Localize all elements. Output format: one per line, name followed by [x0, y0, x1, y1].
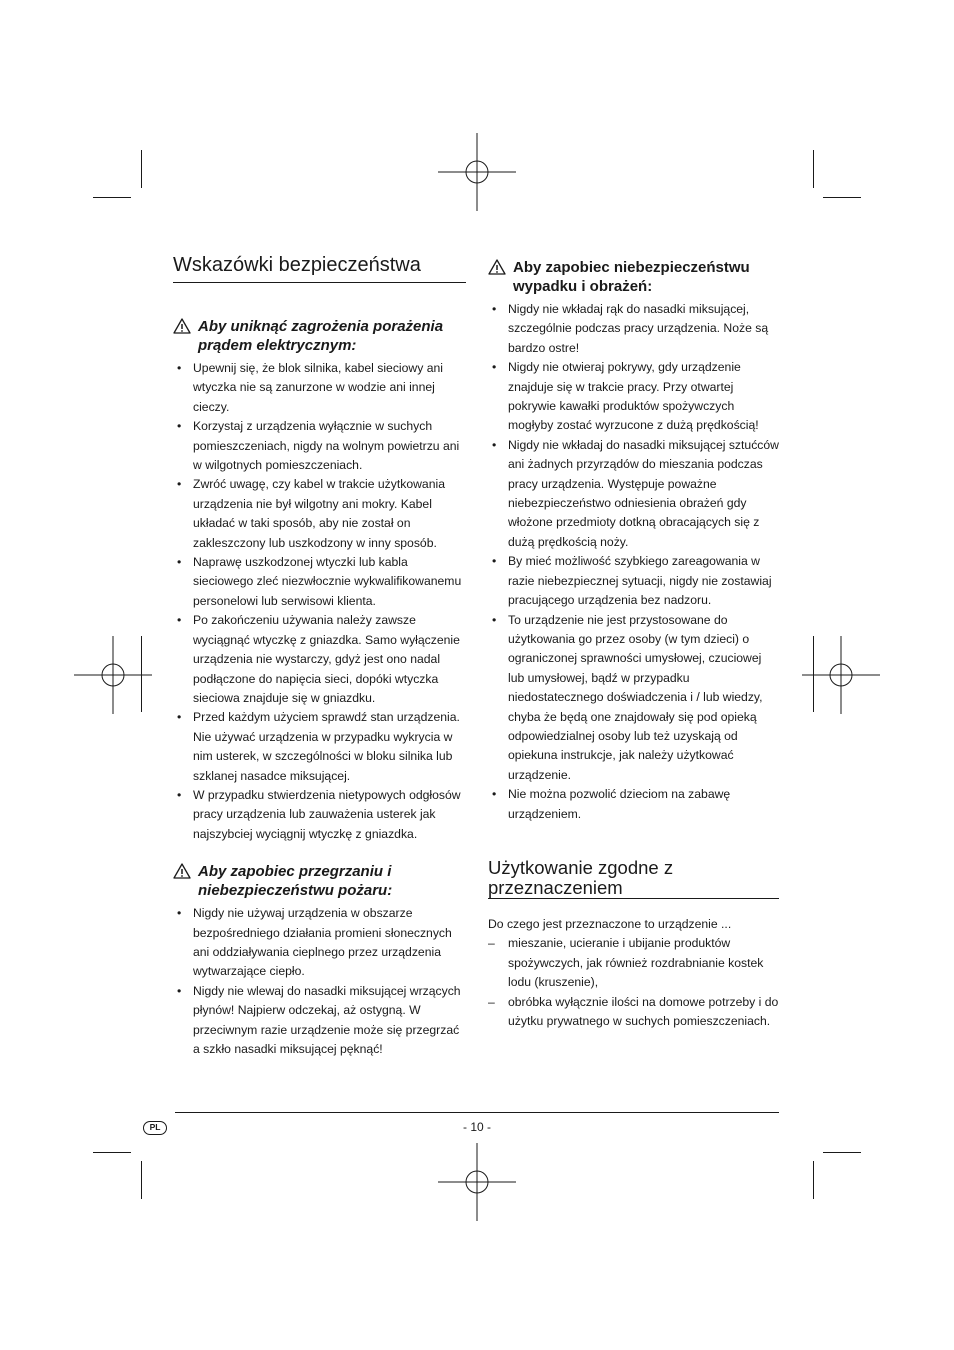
section-electric: [173, 317, 466, 844]
warning-icon: [173, 318, 191, 334]
section-heading-injury: [488, 258, 779, 296]
section-heading-text: Aby zapobiec niebezpieczeństwu wypadku i obrażeń:: [513, 259, 750, 295]
list-item: • Nigdy nie wkładaj rąk do nasadki miksującej, szczególnie podczas pracy urządzenia. Noże są bardzo ostre!: [488, 300, 779, 358]
list-item: • Upewnij się, że blok silnika, kabel sieciowy ani wtyczka nie są zanurzone w wodzie ani innej cieczy.: [173, 359, 466, 417]
crop-mark: [823, 1152, 861, 1153]
section-heading-fire: [173, 862, 466, 900]
usage-list: [488, 934, 779, 1031]
list-item: • Nigdy nie otwieraj pokrywy, gdy urządzenie znajduje się w trakcie pracy. Przy otwartej pokrywie kawałki produktów spożywczych mogłyby zostać wyrzucone z dużą prędkością!: [488, 358, 779, 436]
footer-divider: [175, 1112, 779, 1113]
registration-mark-icon: [438, 133, 516, 211]
list-item: – obróbka wyłącznie ilości na domowe potrzeby i do użytku prywatnego w suchych pomieszczeniach.: [488, 993, 779, 1032]
usage-intro: Do czego jest przeznaczone to urządzenie ...: [488, 916, 732, 931]
crop-mark: [93, 1152, 131, 1153]
list-item: • Nigdy nie wlewaj do nasadki miksującej wrzących płynów! Najpierw odczekaj, aż ostygną. W przeciwnym razie urządzenie może się przegrzać a szkło nasadki miksującej pęknąć!: [173, 982, 466, 1060]
section-heading-text: Aby uniknąć zagrożenia porażenia prądem elektrycznym:: [198, 318, 444, 354]
crop-mark: [141, 1161, 142, 1199]
fire-list: [173, 904, 466, 1059]
page-title: Wskazówki bezpieczeństwa: [173, 250, 466, 283]
list-item: • Przed każdym użyciem sprawdź stan urządzenia. Nie używać urządzenia w przypadku wykrycia w nim usterek, w szczególności w bloku silnika lub szklanej nasadce miksującej.: [173, 708, 466, 786]
crop-mark: [141, 150, 142, 188]
registration-mark-icon: [438, 1143, 516, 1221]
right-column: [488, 258, 779, 1031]
list-item: • Po zakończeniu używania należy zawsze wyciągnąć wtyczkę z gniazdka. Samo wyłączenie urządzenia nie wystarczy, gdyż jest ono nadal podłączone do napięcia sieci, dopóki wtyczka sieciowa znajduje się w gniazdku.: [173, 611, 466, 708]
list-item: • Nigdy nie wkładaj do nasadki miksującej sztućców ani żadnych przyrządów do mieszania podczas pracy urządzenia. Występuje poważne niebezpieczeństwo odniesienia obrażeń gdy włożone przedmioty dotkną obracających się z dużą prędkością noży.: [488, 436, 779, 552]
section-fire: [173, 862, 466, 1059]
list-item: • Nigdy nie używaj urządzenia w obszarze bezpośredniego działania promieni słonecznych ani oddziaływania cieplnego przez urządzenia wytwarzające ciepło.: [173, 904, 466, 982]
section-usage: [488, 858, 779, 1031]
crop-mark: [93, 197, 131, 198]
list-item: • Nie można pozwolić dzieciom na zabawę urządzeniem.: [488, 785, 779, 824]
list-item: • Korzystaj z urządzenia wyłącznie w suchych pomieszczeniach, nigdy na wolnym powietrzu ani w wilgotnych pomieszczeniach.: [173, 417, 466, 475]
list-item: • Naprawę uszkodzonej wtyczki lub kabla sieciowego zleć niezwłocznie wykwalifikowanemu personelowi lub serwisowi klienta.: [173, 553, 466, 611]
list-item: • W przypadku stwierdzenia nietypowych odgłosów pracy urządzenia lub zauważenia usterek jak najszybciej wyciągnij wtyczkę z gniazdka.: [173, 786, 466, 844]
warning-icon: [173, 863, 191, 879]
crop-mark: [813, 1161, 814, 1199]
list-item: • To urządzenie nie jest przystosowane do użytkowania go przez osoby (w tym dzieci) o ograniczonej sprawności umysłowej, czuciowej lub umysłowej, bądź w przypadku niedostatecznego doświadczenia i / lub wiedzy, chyba że będą one znajdowały się pod opieką odpowiedzialnej osoby lub też uzyskają od opiekuna instrukcje, jak należy użytkować urządzenie.: [488, 611, 779, 786]
list-item: – mieszanie, ucieranie i ubijanie produktów spożywczych, jak również rozdrabnianie kostek lodu (kruszenie),: [488, 934, 779, 992]
registration-mark-icon: [74, 636, 152, 714]
warning-icon: [488, 259, 506, 275]
page-number: - 10 -: [462, 1120, 491, 1134]
section-injury: [488, 258, 779, 824]
language-badge: PL: [143, 1121, 167, 1135]
left-column: [173, 250, 466, 1059]
crop-mark: [813, 150, 814, 188]
crop-mark: [823, 197, 861, 198]
injury-list: [488, 300, 779, 824]
list-item: • By mieć możliwość szybkiego zareagowania w razie niebezpiecznej sytuacji, nigdy nie zostawiaj pracującego urządzenia bez nadzoru.: [488, 552, 779, 610]
list-item: • Zwróć uwagę, czy kabel w trakcie użytkowania urządzenia nie był wilgotny ani mokry. Kabel układać w taki sposób, aby nie został on zakleszczony lub uszkodzony w inny sposób.: [173, 475, 466, 553]
electric-list: [173, 359, 466, 844]
registration-mark-icon: [802, 636, 880, 714]
section-heading-electric: [173, 317, 466, 355]
section-heading-text: Aby zapobiec przegrzaniu i niebezpieczeństwu pożaru:: [198, 863, 393, 900]
section-title-usage: Użytkowanie zgodne z przeznaczeniem: [488, 858, 779, 899]
